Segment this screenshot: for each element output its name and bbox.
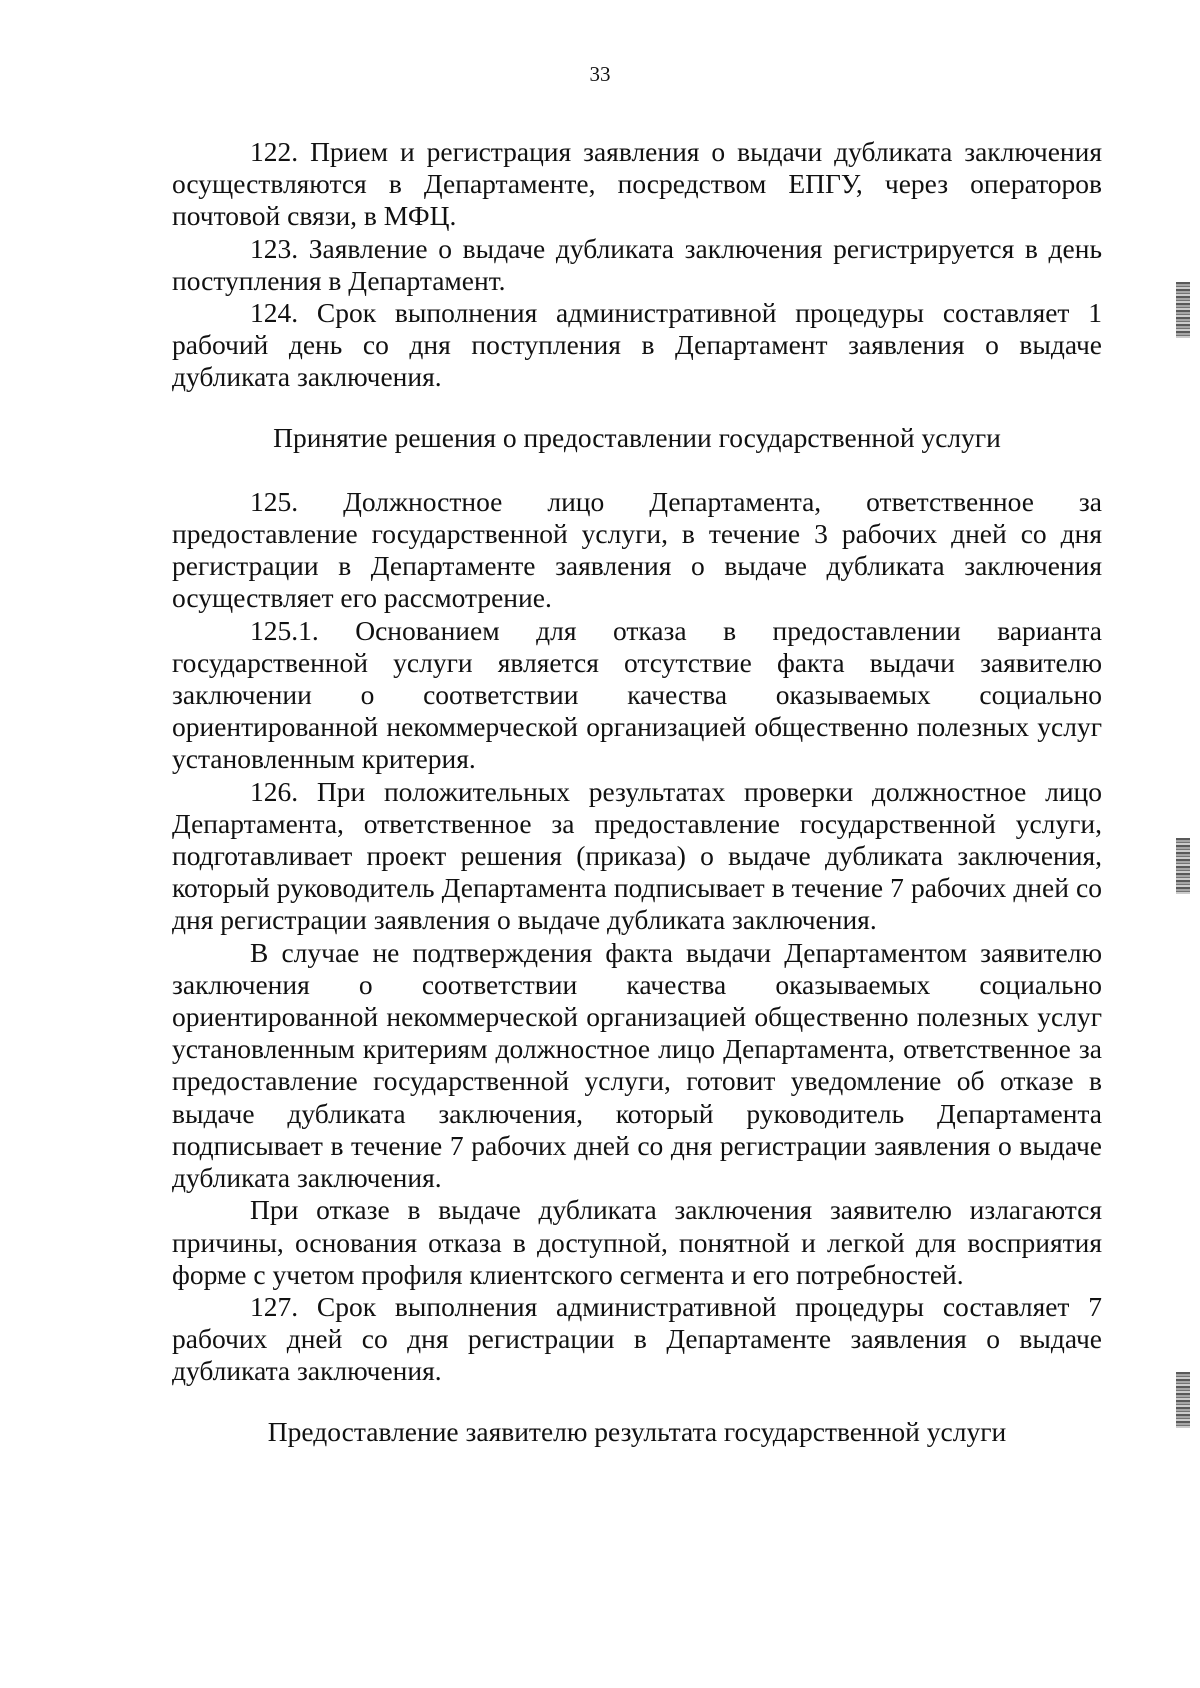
section-heading-result: Предоставление заявителю результата государственной услуги [267,1415,1007,1447]
paragraph-127: 127. Срок выполнения административной процедуры составляет 7 рабочих дней со дня регистрации в Департаменте заявления о выдаче дубликата заключения. [172,1290,1102,1387]
document-body [172,136,1102,1448]
scan-artifact [1176,838,1190,894]
paragraph-125-1: 125.1. Основанием для отказа в предоставлении варианта государственной услуги является отсутствие факта выдачи заявителю заключении о соответствии качества оказываемых социально ориентированной некоммерческой организацией общественно полезных услуг установленным критерия. [172,614,1102,775]
paragraph-125: 125. Должностное лицо Департамента, ответственное за предоставление государственной услуги, в течение 3 рабочих дней со дня регистрации в Департаменте заявления о выдаче дубликата заключения осуществляет его рассмотрение. [172,485,1102,614]
paragraph-126: 126. При положительных результатах проверки должностное лицо Департамента, ответственное за предоставление государственной услуги, подготавливает проект решения (приказа) о выдаче дубликата заключения, который руководитель Департамента подписывает в течение 7 рабочих дней со дня регистрации заявления о выдаче дубликата заключения. [172,775,1102,936]
paragraph-122: 122. Прием и регистрация заявления о выдачи дубликата заключения осуществляются в Департаменте, посредством ЕПГУ, через операторов почтовой связи, в МФЦ. [172,136,1102,232]
section-heading-decision: Принятие решения о предоставлении государственной услуги [273,421,1001,453]
scan-artifact [1176,1372,1190,1428]
paragraph-124: 124. Срок выполнения административной процедуры составляет 1 рабочий день со дня поступления в Департамент заявления о выдаче дубликата заключения. [172,297,1102,393]
paragraph-123: 123. Заявление о выдаче дубликата заключения регистрируется в день поступления в Департамент. [172,232,1102,296]
page-number: 33 [589,62,611,86]
paragraph-refusal-case: В случае не подтверждения факта выдачи Департаментом заявителю заключения о соответствии качества оказываемых социально ориентированной некоммерческой организацией общественно полезных услуг установленным критериям должностное лицо Департамента, ответственное за предоставление государственной услуги, готовит уведомление об отказе в выдаче дубликата заключения, который руководитель Департамента подписывает в течение 7 рабочих дней со дня регистрации заявления о выдаче дубликата заключения. [172,936,1102,1194]
scan-artifact [1176,282,1190,338]
paragraph-refusal-reasons: При отказе в выдаче дубликата заключения заявителю излагаются причины, основания отказа в доступной, понятной и легкой для восприятия форме с учетом профиля клиентского сегмента и его потребностей. [172,1194,1102,1290]
